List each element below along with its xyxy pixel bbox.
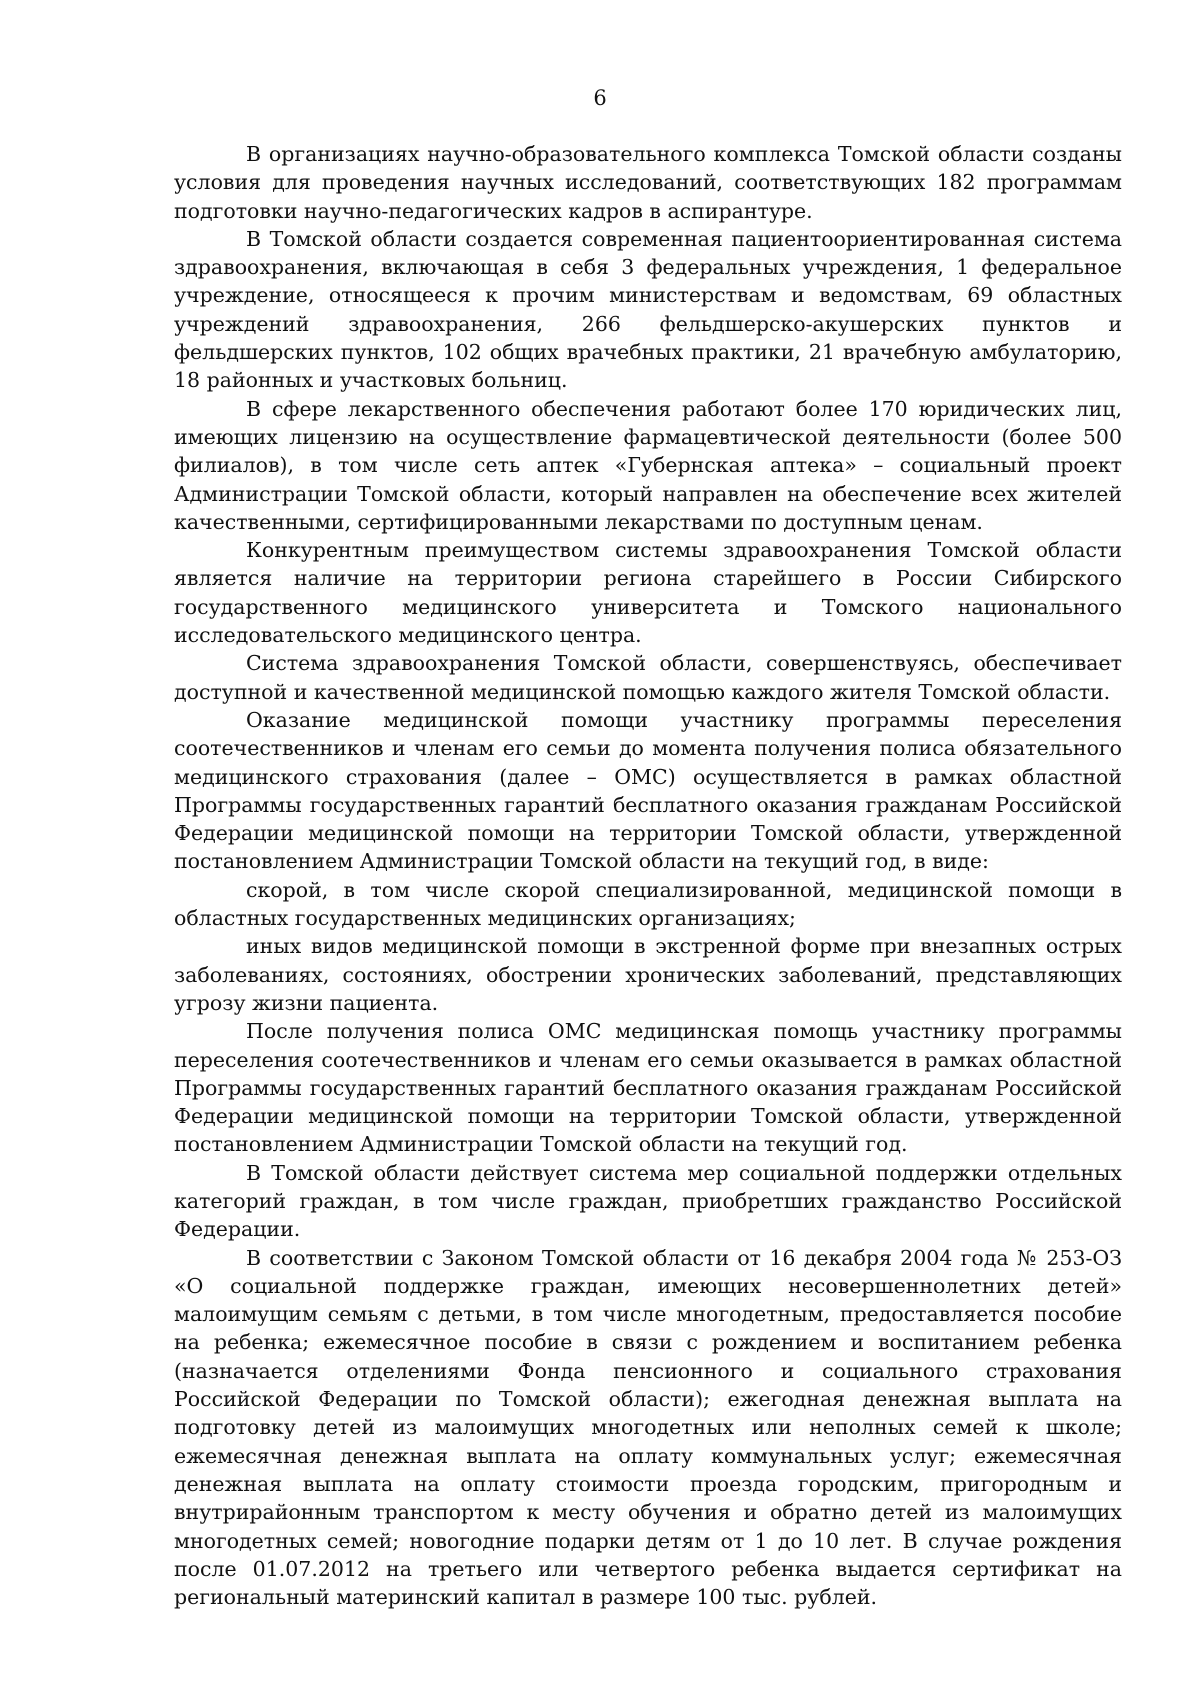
paragraph-healthcare-system: В Томской области создается современная пациентоориентированная система здравоохранения, включающая в себя 3 федеральных учреждения, 1 федеральное учреждение, относящееся к прочим министерствам и ведомствам, 69 областных учреждений здравоохранения, 266 фельдшерско-акушерских пунктов и фельдшерских пунктов, 102 общих врачебных практики, 21 врачебную амбулаторию, 18 районных и участковых больниц. bbox=[174, 226, 1122, 393]
paragraph-competitive-advantage: Конкурентным преимуществом системы здравоохранения Томской области является наличие на территории региона старейшего в России Сибирского государственного медицинского университета и Томского национального исследовательского медицинского центра. bbox=[174, 538, 1122, 648]
page-number: 6 bbox=[593, 86, 607, 110]
paragraph-pharmacy-supply: В сфере лекарственного обеспечения работают более 170 юридических лиц, имеющих лицензию на осуществление фармацевтической деятельности (более 500 филиалов), в том числе сеть аптек «Губернская аптека» – социальный проект Администрации Томской области, который направлен на обеспечение всех жителей качественными, сертифицированными лекарствами по доступным ценам. bbox=[174, 396, 1122, 534]
paragraph-healthcare-access: Система здравоохранения Томской области, совершенствуясь, обеспечивает доступной и качественной медицинской помощью каждого жителя Томской области. bbox=[174, 651, 1122, 704]
paragraph-social-support: В Томской области действует система мер социальной поддержки отдельных категорий граждан, в том числе граждан, приобретших гражданство Российской Федерации. bbox=[174, 1160, 1122, 1242]
paragraph-family-benefits: В соответствии с Законом Томской области от 16 декабря 2004 года № 253-ОЗ «О социальной поддержке граждан, имеющих несовершеннолетних детей» малоимущим семьям с детьми, в том числе многодетным, предоставляется пособие на ребенка; ежемесячное пособие в связи с рождением и воспитанием ребенка (назначается отделениями Фонда пенсионного и социального страхования Российской Федерации по Томской области); ежегодная денежная выплата на подготовку детей из малоимущих многодетных или неполных семей к школе; ежемесячная денежная выплата на оплату коммунальных услуг; ежемесячная денежная выплата на оплату стоимости проезда городским, пригородным и внутрирайонным транспортом к месту обучения и обратно детей из малоимущих многодетных семей; новогодние подарки детям от 1 до 10 лет. В случае рождения после 01.07.2012 на третьего или четвертого ребенка выдается сертификат на региональный материнский капитал в размере 100 тыс. рублей. bbox=[174, 1245, 1122, 1610]
paragraph-care-after-oms: После получения полиса ОМС медицинская помощь участнику программы переселения соотечественников и членам его семьи оказывается в рамках областной Программы государственных гарантий бесплатного оказания гражданам Российской Федерации медицинской помощи на территории Томской области, утвержденной постановлением Администрации Томской области на текущий год. bbox=[174, 1019, 1122, 1157]
paragraph-emergency-care: скорой, в том числе скорой специализированной, медицинской помощи в областных государственных медицинских организациях; bbox=[174, 877, 1122, 931]
paragraph-urgent-care: иных видов медицинской помощи в экстренной форме при внезапных острых заболеваниях, состояниях, обострении хронических заболеваний, представляющих угрозу жизни пациента. bbox=[174, 934, 1122, 1015]
paragraph-research-conditions: В организациях научно-образовательного комплекса Томской области созданы условия для проведения научных исследований, соответствующих 182 программам подготовки научно-педагогических кадров в аспирантуре. bbox=[174, 142, 1122, 223]
document-body bbox=[174, 140, 1122, 1611]
paragraph-care-before-oms: Оказание медицинской помощи участнику программы переселения соотечественников и членам его семьи до момента получения полиса обязательного медицинского страхования (далее – ОМС) осуществляется в рамках областной Программы государственных гарантий бесплатного оказания гражданам Российской Федерации медицинской помощи на территории Томской области, утвержденной постановлением Администрации Томской области на текущий год, в виде: bbox=[174, 707, 1122, 874]
